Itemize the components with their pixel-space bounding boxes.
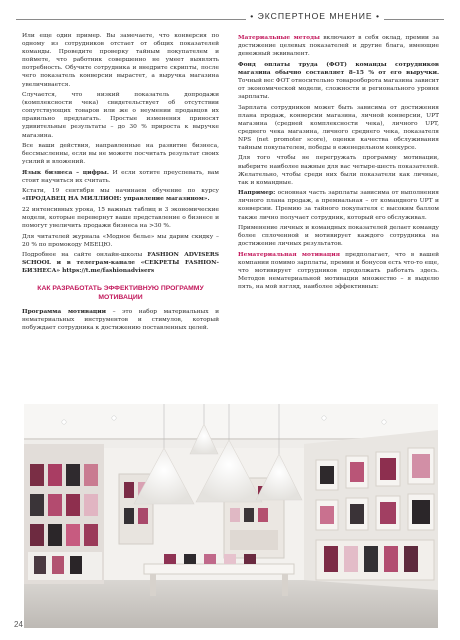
paragraph: 22 интенсивных урока, 15 важных таблиц и 3 экономические модели, которые перевернут ваше представление о бизнесе и помогут увеличить продажи бизнеса на >30 %. xyxy=(22,206,219,230)
paragraph-text: Точный вес ФОТ относительно товарооборота магазина зависит от экономической модели, сложности и регионального уровня зарплаты. xyxy=(238,77,439,101)
paragraph xyxy=(22,169,219,185)
left-column xyxy=(22,32,219,334)
store-interior-photo xyxy=(24,404,438,628)
accent-term: Нематериальная мотивация xyxy=(238,250,340,258)
paragraph xyxy=(22,187,219,203)
paragraph: Для того чтобы не перегружать программу мотивации, выберите наиболее важные для вас четыре-шесть показателей. Желательно, чтобы среди них были показатели как личные, так и командные. xyxy=(238,155,439,186)
paragraph xyxy=(238,34,439,58)
paragraph xyxy=(22,308,219,332)
ceiling xyxy=(24,404,438,438)
paragraph: Для читателей журнала «Модное белье» мы дарим скидку – 20 % по промокоду МБЕЦЮ. xyxy=(22,233,219,248)
paragraph: Все ваши действия, направленные на развитие бизнеса, бессмысленны, если вы не можете посчитать результат своих усилий и вложений. xyxy=(22,143,219,166)
store-illustration xyxy=(24,404,438,628)
paragraph-text: Подробнее на сайте онлайн-школы xyxy=(22,252,148,259)
paragraph xyxy=(238,189,439,221)
paragraph-text: – это набор материальных и нематериальных инструментов и стимулов, который побуждает сотрудника к достижению поставленных целей. xyxy=(22,308,220,331)
section-subtitle: КАК РАЗРАБОТАТЬ ЭФФЕКТИВНУЮ ПРОГРАММУ МОТИВАЦИИ xyxy=(37,285,204,301)
paragraph-text: включают в себя оклад, премии за достижение целевых показателей и другие блага, имеющие денежный эквивалент. xyxy=(238,35,439,58)
paragraph: Случается, что низкий показатель допродажи (комплексности чека) свидетельствует об отсутствии сопутствующих товаров или же о неумении продавцов их правильно предлагать. Простые изменения приносят удивительные результаты – до 30 % прироста к выручке магазина. xyxy=(22,92,219,139)
section-header xyxy=(16,6,444,28)
page-number: 24 xyxy=(14,620,23,629)
paragraph: Или еще один пример. Вы замечаете, что конверсия по одному из сотрудников отстает от общих показателей команды. Проведите проверку тайным покупателем и поймете, что работник совершенно не умеет выявлять потребность. Обучите сотрудника и внедрите скрипты, после чего показатель конверсии вырастет, а выручка магазина увеличивается. xyxy=(22,33,219,88)
paragraph-text: Кстати, 19 сентября мы начинаем обучение по курсу xyxy=(22,188,219,195)
accent-term: Материальные методы xyxy=(238,34,320,41)
emphasis: Язык бизнеса – цифры. xyxy=(22,168,109,176)
paragraph-text: И если хотите преуспевать, вам стоит научиться их считать. xyxy=(22,169,219,184)
section-title-header: • ЭКСПЕРТНОЕ МНЕНИЕ • xyxy=(246,11,384,21)
floor xyxy=(24,580,438,628)
paragraph xyxy=(238,251,439,291)
paragraph xyxy=(238,61,439,101)
right-column xyxy=(238,34,439,294)
paragraph-text: основная часть зарплаты зависима от выполнения личного плана продаж, а премиальная – от командного UPT и конверсии. Премию за тайного покупателя с высоким баллом также лично получает сотрудник, который его обслуживал. xyxy=(238,190,439,221)
emphasis: Программа мотивации xyxy=(22,307,107,315)
emphasis: Например: xyxy=(238,189,276,197)
paragraph xyxy=(22,251,219,275)
school-link[interactable]: FASHION ADVISERS SCHOOL и в телеграм-канале «СЕКРЕТЫ FASHION-БИЗНЕСА» https://t.me/fashionadvisers xyxy=(22,251,220,275)
paragraph: Зарплата сотрудников может быть зависима от достижения плана продаж, конверсии магазина, личной конверсии, UPT магазина (средней комплексности чека), личного UPT, среднего чека магазина, личного среднего чека, показателя NPS (net promoter score), оценки качества обслуживания тайным покупателем, победы в еженедельном конкурсе. xyxy=(238,104,439,151)
paragraph: Применение личных и командных показателей делает команду более сплоченной и мотивирует каждого сотрудника на достижение личных результатов. xyxy=(238,225,439,248)
paragraph-text: предполагает, что в вашей компании помимо зарплаты, премии и бонусов есть что-то еще, что мотивирует сотрудников продолжать работать здесь. Методов нематериальной мотивации множество – я выделю пять, на мой взгляд, наиболее эффективных: xyxy=(238,251,439,291)
course-name: «ПРОДАВЕЦ НА МИЛЛИОН: управление магазином». xyxy=(22,195,210,203)
emphasis: Фонд оплаты труда (ФОТ) команды сотрудников магазина обычно составляет 8–15 % от его выручки. xyxy=(238,60,439,76)
